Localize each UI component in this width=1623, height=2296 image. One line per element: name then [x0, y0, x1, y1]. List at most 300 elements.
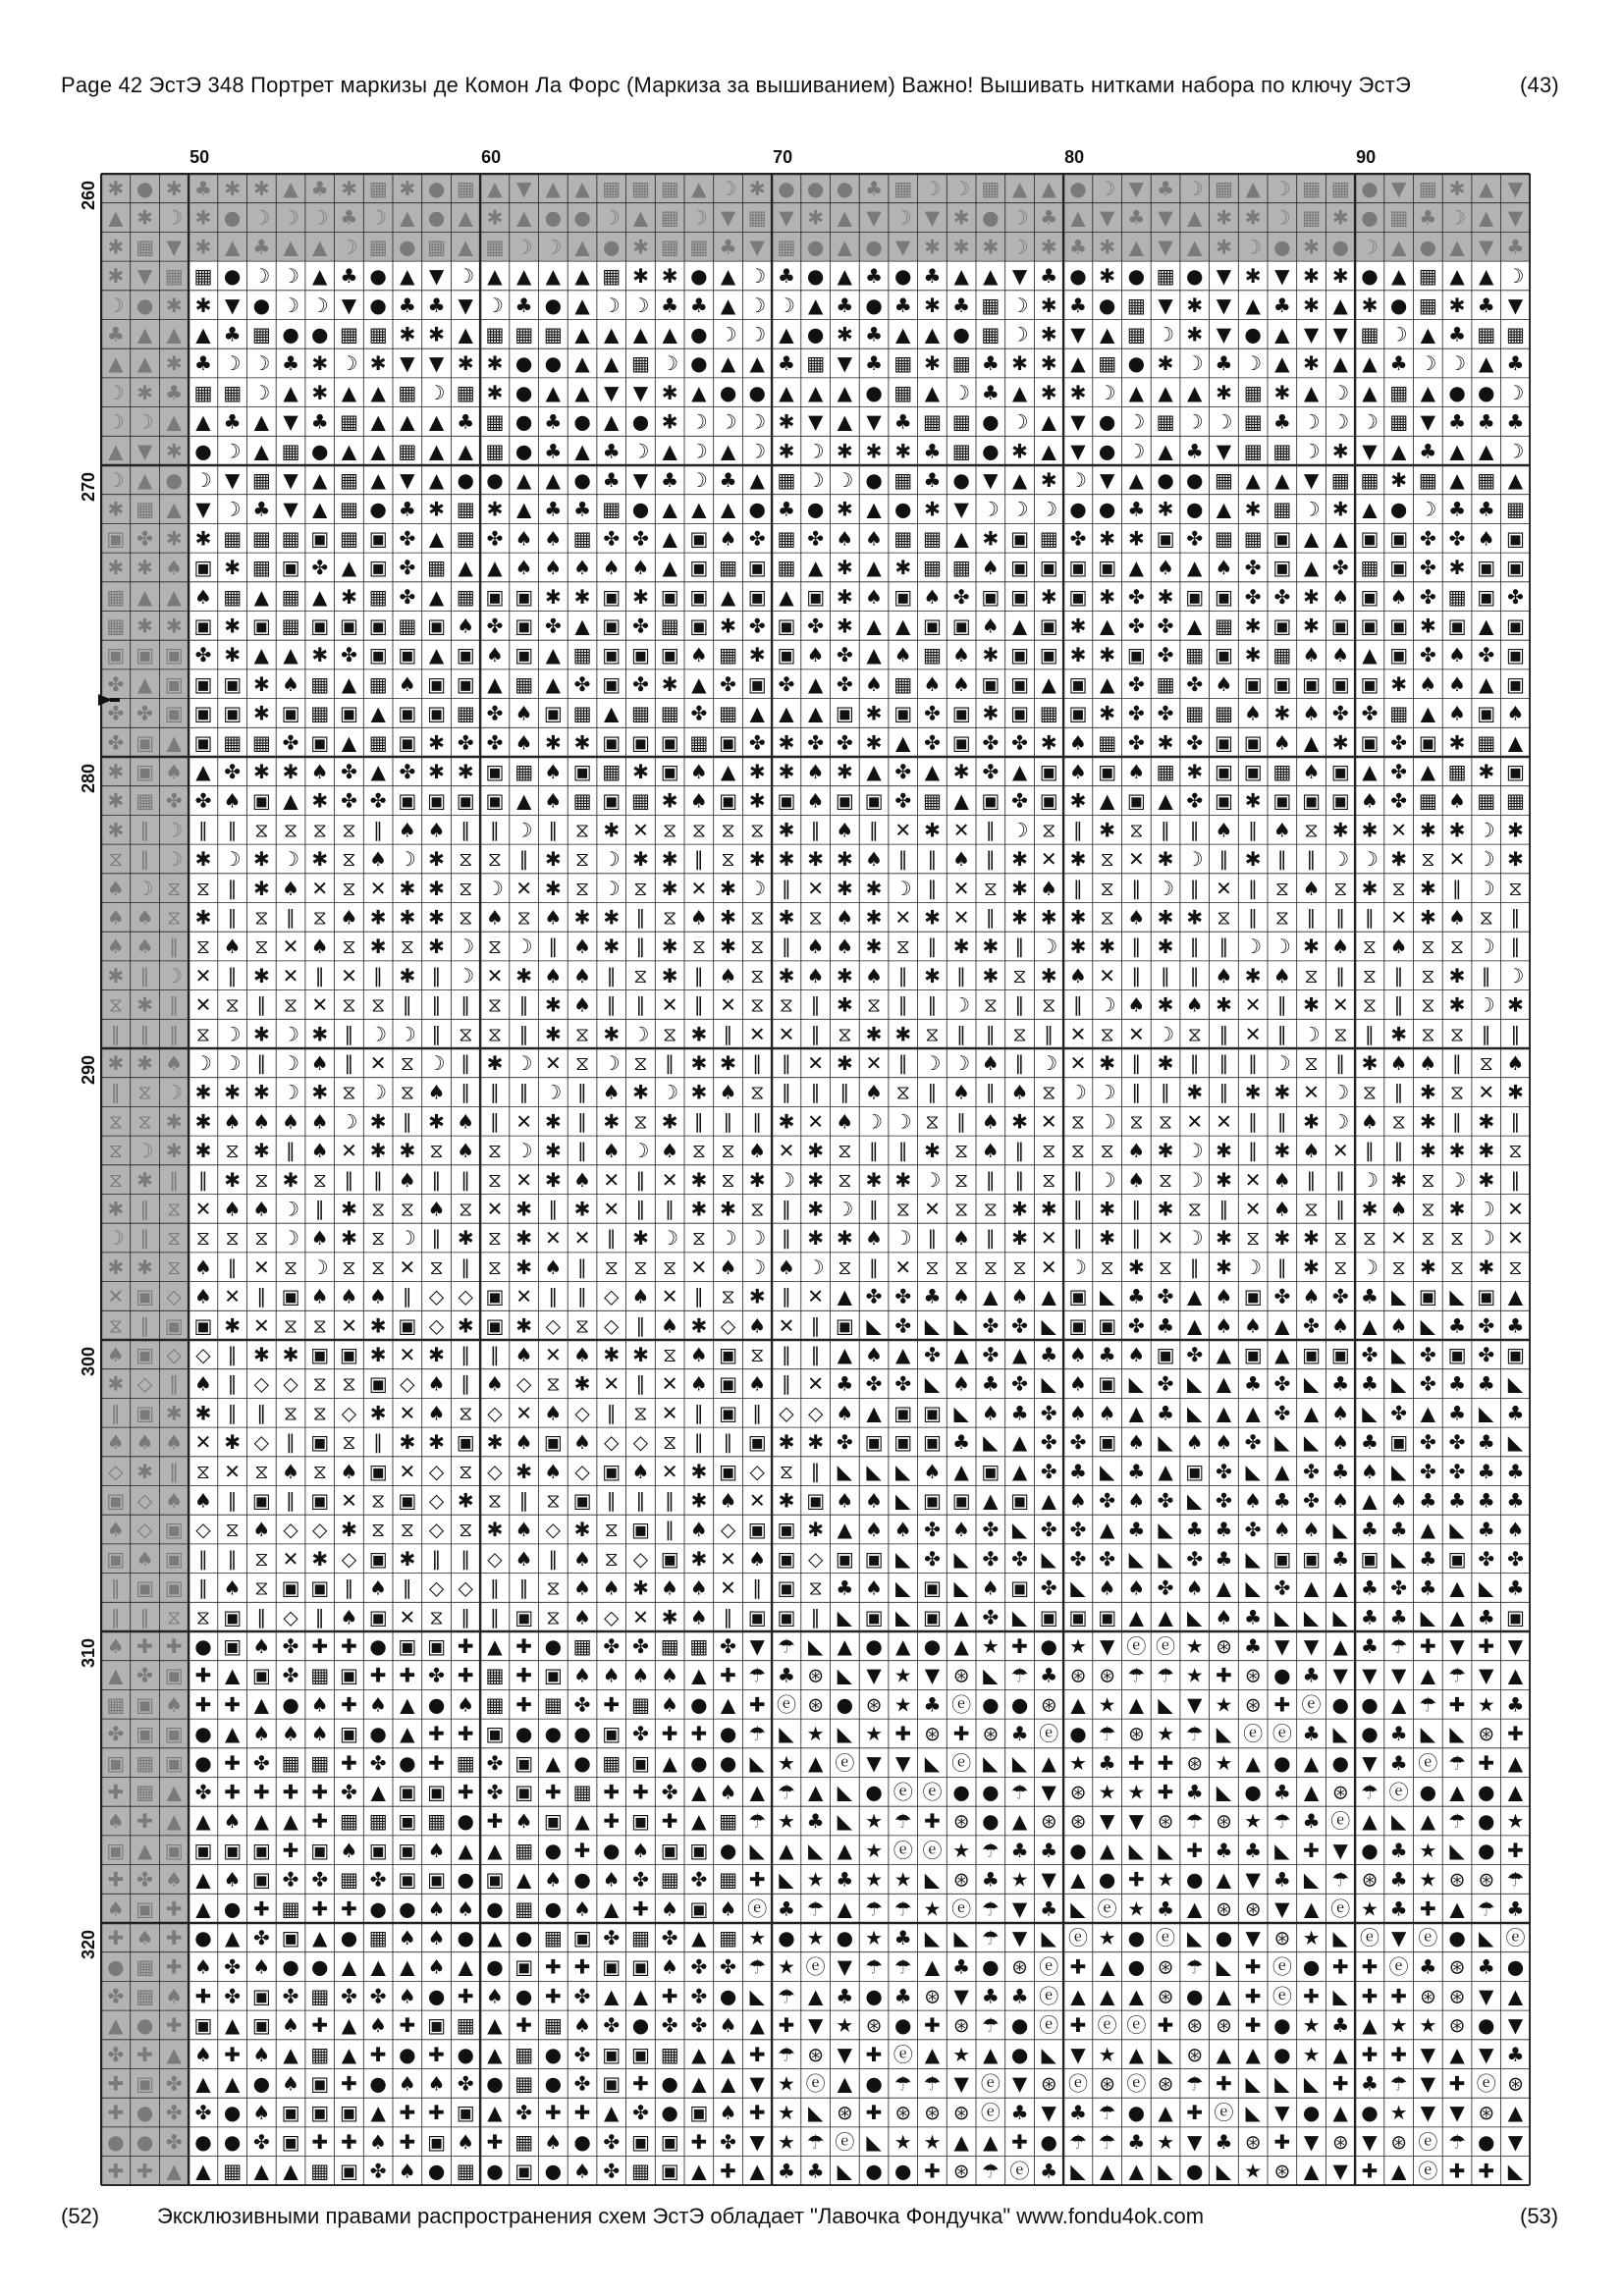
stitch-symbol: ◣ — [1390, 1342, 1407, 1366]
stitch-symbol: ☽ — [282, 1022, 300, 1046]
stitch-symbol: ▣ — [1477, 701, 1496, 725]
stitch-symbol: ♠ — [1419, 671, 1437, 696]
stitch-symbol: ✱ — [136, 1167, 153, 1192]
stitch-symbol: ● — [778, 176, 795, 200]
stitch-symbol: ● — [982, 1692, 1000, 1717]
stitch-symbol: ● — [165, 467, 183, 492]
stitch-symbol: ✱ — [1069, 380, 1087, 404]
stitch-symbol: ▲ — [924, 380, 941, 404]
stitch-symbol: ✱ — [894, 1022, 912, 1046]
stitch-symbol: ● — [282, 1954, 299, 1979]
stitch-symbol: ♠ — [1010, 1080, 1029, 1104]
stitch-symbol: ✤ — [632, 2101, 649, 2125]
stitch-symbol: ♠ — [836, 1109, 854, 1134]
stitch-symbol: ▲ — [895, 614, 911, 638]
stitch-symbol: ✤ — [252, 2129, 270, 2154]
stitch-symbol: ✤ — [282, 1663, 299, 1687]
stitch-symbol: ▲ — [1216, 1867, 1232, 1892]
stitch-symbol: ▦ — [339, 497, 358, 521]
stitch-symbol: ★ — [865, 1867, 884, 1892]
stitch-symbol: ✱ — [486, 380, 504, 404]
stitch-symbol: ✱ — [1303, 1255, 1320, 1279]
stitch-symbol: ⧖ — [167, 1197, 182, 1221]
stitch-symbol: ✤ — [573, 1984, 591, 2008]
stitch-symbol: ▣ — [398, 1809, 417, 1834]
stitch-symbol: ▦ — [251, 526, 271, 551]
stitch-symbol: ✱ — [1303, 1109, 1320, 1134]
stitch-symbol: ☽ — [310, 1255, 329, 1279]
stitch-symbol: ✚ — [1507, 1722, 1524, 1746]
stitch-symbol: ⧖ — [371, 1255, 386, 1279]
stitch-symbol: ♠ — [514, 730, 533, 755]
stitch-symbol: ⧖ — [342, 1371, 356, 1396]
stitch-symbol: ⧖ — [312, 818, 327, 842]
stitch-symbol: ⧖ — [342, 992, 356, 1017]
stitch-symbol: ▣ — [427, 1633, 447, 1658]
stitch-symbol: ♣ — [1360, 1518, 1379, 1542]
stitch-symbol: ∥ — [548, 1284, 559, 1308]
stitch-symbol: ◣ — [1420, 1722, 1436, 1746]
stitch-symbol: ★ — [1419, 1838, 1437, 1862]
stitch-symbol: ▣ — [689, 526, 709, 551]
stitch-symbol: ∥ — [1189, 1050, 1200, 1075]
stitch-symbol: ▲ — [1070, 1867, 1086, 1892]
stitch-symbol: ✤ — [1478, 1546, 1495, 1571]
stitch-symbol: ◣ — [1332, 1605, 1348, 1629]
stitch-symbol: ∥ — [314, 963, 325, 988]
stitch-symbol: ♠ — [165, 1984, 184, 2008]
stitch-symbol: ∥ — [869, 1139, 880, 1163]
stitch-symbol: ✚ — [428, 2101, 445, 2125]
stitch-symbol: ✱ — [1361, 876, 1379, 900]
stitch-symbol: ∥ — [460, 818, 471, 842]
stitch-symbol: ▣ — [719, 1371, 738, 1396]
stitch-symbol: ▦ — [135, 1750, 155, 1775]
stitch-symbol: ✱ — [486, 351, 504, 376]
stitch-symbol: ✱ — [661, 1109, 678, 1134]
stitch-symbol: ✚ — [107, 2071, 125, 2096]
stitch-symbol: ◇ — [632, 1430, 649, 1455]
stitch-symbol: ✱ — [369, 1342, 387, 1366]
stitch-symbol: ✱ — [1448, 556, 1466, 580]
stitch-symbol: ✱ — [224, 556, 242, 580]
stitch-symbol: ▲ — [662, 497, 677, 521]
stitch-symbol: ▣ — [630, 643, 650, 667]
stitch-symbol: ☽ — [1157, 322, 1175, 347]
stitch-symbol: ⧖ — [312, 1459, 327, 1483]
stitch-symbol: ✱ — [1478, 1255, 1495, 1279]
stitch-symbol: ● — [544, 2159, 563, 2183]
stitch-symbol: ✤ — [1390, 759, 1408, 783]
stitch-symbol: ⧖ — [1362, 992, 1377, 1017]
stitch-symbol: ⊛ — [1011, 1954, 1028, 1979]
stitch-symbol: ✱ — [632, 759, 649, 783]
stitch-symbol: ♠ — [952, 1371, 971, 1396]
stitch-symbol: ✚ — [1127, 1867, 1145, 1892]
stitch-symbol: ★ — [1302, 2013, 1321, 2038]
stitch-symbol: ▣ — [922, 1488, 942, 1513]
stitch-symbol: ♣ — [1302, 1722, 1321, 1746]
stitch-symbol: ● — [894, 2013, 912, 2038]
stitch-symbol: ▲ — [1390, 2159, 1407, 2183]
stitch-symbol: ▣ — [835, 788, 854, 813]
stitch-symbol: ⧖ — [371, 1488, 386, 1513]
stitch-symbol: ♣ — [1331, 2013, 1350, 2038]
stitch-symbol: ▲ — [924, 322, 941, 347]
stitch-symbol: ∥ — [548, 1197, 559, 1221]
stitch-symbol: ⊛ — [1244, 1692, 1262, 1717]
stitch-symbol: ⧖ — [750, 1342, 765, 1366]
stitch-symbol: ♠ — [223, 1575, 242, 1600]
stitch-symbol: ∥ — [489, 818, 500, 842]
stitch-symbol: ✱ — [194, 1109, 212, 1134]
stitch-symbol: ▼ — [807, 2013, 824, 2038]
stitch-symbol: ♠ — [135, 1925, 154, 1949]
stitch-symbol: ◇ — [428, 1518, 445, 1542]
stitch-symbol: ◣ — [1216, 1954, 1232, 1979]
stitch-symbol: ● — [865, 1984, 883, 2008]
stitch-symbol: ● — [923, 1633, 942, 1658]
stitch-symbol: ⓔ — [893, 1780, 913, 1804]
stitch-symbol: ▣ — [806, 1488, 826, 1513]
stitch-symbol: ● — [457, 1925, 474, 1949]
stitch-symbol: ⧖ — [1304, 1197, 1319, 1221]
stitch-symbol: ♠ — [427, 1080, 446, 1104]
stitch-symbol: ▼ — [1274, 1633, 1290, 1658]
stitch-symbol: ♠ — [1068, 1342, 1087, 1366]
stitch-symbol: ▦ — [485, 1692, 505, 1717]
stitch-symbol: ⧖ — [1159, 1109, 1173, 1134]
stitch-symbol: ▣ — [339, 2101, 358, 2125]
stitch-symbol: ✱ — [836, 1050, 853, 1075]
stitch-symbol: ✱ — [1303, 584, 1320, 609]
stitch-symbol: ♠ — [1389, 1313, 1408, 1338]
stitch-symbol: ✱ — [282, 1167, 299, 1192]
stitch-symbol: ▼ — [1332, 2159, 1348, 2183]
stitch-symbol: ⊛ — [952, 2101, 970, 2125]
stitch-symbol: ▲ — [953, 788, 969, 813]
stitch-symbol: ▣ — [602, 1459, 622, 1483]
stitch-symbol: ▲ — [953, 1342, 969, 1366]
stitch-symbol: ⊛ — [1478, 2101, 1495, 2125]
stitch-symbol: ▦ — [1156, 759, 1175, 783]
stitch-symbol: ◣ — [1011, 1518, 1028, 1542]
stitch-symbol: ∥ — [1510, 934, 1521, 959]
stitch-symbol: ✕ — [1390, 905, 1408, 930]
stitch-symbol: ⧖ — [1479, 905, 1493, 930]
stitch-symbol: ✱ — [194, 847, 212, 872]
stitch-symbol: ☽ — [282, 205, 300, 230]
stitch-symbol: ⓔ — [1330, 1809, 1351, 1834]
stitch-symbol: ✤ — [1216, 1459, 1232, 1483]
stitch-symbol: ◣ — [779, 1722, 794, 1746]
stitch-symbol: ⧖ — [516, 905, 531, 930]
stitch-symbol: ∥ — [635, 1197, 646, 1221]
stitch-symbol: ♠ — [457, 1692, 475, 1717]
stitch-symbol: ▲ — [895, 1633, 911, 1658]
stitch-symbol: ⧖ — [954, 1255, 969, 1279]
stitch-symbol: ∥ — [1072, 1167, 1083, 1192]
stitch-symbol: ▦ — [1505, 497, 1525, 521]
stitch-symbol: ✚ — [1390, 2042, 1408, 2066]
stitch-symbol: ✚ — [107, 1780, 125, 1804]
stitch-symbol: ☽ — [1360, 235, 1379, 259]
stitch-symbol: ▦ — [281, 439, 300, 463]
stitch-symbol: ⧖ — [400, 1518, 414, 1542]
stitch-symbol: ▼ — [866, 409, 882, 434]
stitch-symbol: ♠ — [806, 643, 825, 667]
stitch-symbol: ▦ — [1185, 643, 1205, 667]
stitch-symbol: ⧖ — [1421, 1226, 1435, 1251]
stitch-symbol: ✤ — [865, 1284, 883, 1308]
stitch-symbol: ☽ — [1272, 1050, 1291, 1075]
stitch-symbol: ★ — [777, 2071, 795, 2096]
stitch-symbol: ▲ — [400, 409, 415, 434]
stitch-symbol: ♣ — [1157, 1313, 1175, 1338]
stitch-symbol: ✱ — [836, 963, 853, 988]
stitch-symbol: ▦ — [485, 439, 505, 463]
stitch-symbol: ▦ — [1389, 701, 1409, 725]
stitch-symbol: ♠ — [135, 934, 154, 959]
stitch-symbol: ♠ — [1506, 1518, 1525, 1542]
stitch-symbol: ▦ — [456, 1750, 475, 1775]
stitch-symbol: ⧖ — [342, 1255, 356, 1279]
stitch-symbol: ✱ — [428, 905, 445, 930]
stitch-symbol: ☽ — [310, 293, 329, 317]
stitch-symbol: ▣ — [630, 1518, 650, 1542]
stitch-symbol: ☽ — [340, 235, 358, 259]
stitch-symbol: ★ — [1477, 1692, 1495, 1717]
stitch-symbol: ▣ — [1010, 526, 1030, 551]
stitch-symbol: ● — [573, 409, 591, 434]
stitch-symbol: ✕ — [341, 1139, 357, 1163]
stitch-symbol: ✱ — [1127, 526, 1145, 551]
stitch-symbol: ✱ — [1390, 847, 1408, 872]
stitch-symbol: ▼ — [866, 1750, 882, 1775]
stitch-symbol: ✕ — [1507, 1226, 1524, 1251]
stitch-symbol: ▲ — [691, 1809, 707, 1834]
stitch-symbol: ♠ — [1448, 643, 1467, 667]
stitch-symbol: ⧖ — [838, 1167, 852, 1192]
stitch-symbol: ⓔ — [1097, 1896, 1117, 1921]
stitch-symbol: ∥ — [344, 1167, 354, 1192]
stitch-symbol: ♣ — [836, 1984, 854, 2008]
stitch-symbol: ✕ — [1069, 1022, 1087, 1046]
stitch-symbol: ◣ — [1332, 1722, 1348, 1746]
stitch-symbol: ✱ — [224, 1313, 242, 1338]
stitch-symbol: ▲ — [1303, 1401, 1320, 1425]
stitch-symbol: ✱ — [573, 730, 591, 755]
stitch-symbol: ▣ — [1505, 643, 1525, 667]
stitch-symbol: ▣ — [1214, 759, 1233, 783]
stitch-symbol: ▼ — [1479, 235, 1494, 259]
stitch-symbol: ▲ — [749, 2159, 765, 2183]
stitch-symbol: ✚ — [1478, 1633, 1495, 1658]
stitch-symbol: ∥ — [723, 1430, 733, 1455]
stitch-symbol: ▲ — [924, 2042, 941, 2066]
stitch-symbol: ✱ — [807, 205, 825, 230]
stitch-symbol: ▣ — [1039, 614, 1058, 638]
stitch-symbol: ♠ — [952, 1284, 971, 1308]
stitch-symbol: ▲ — [195, 409, 211, 434]
stitch-symbol: ♣ — [1331, 1546, 1350, 1571]
stitch-symbol: ✕ — [194, 992, 212, 1017]
stitch-symbol: ∥ — [110, 1605, 121, 1629]
stitch-symbol: ● — [748, 497, 766, 521]
stitch-symbol: ∥ — [227, 818, 238, 842]
stitch-symbol: ♠ — [398, 1167, 416, 1192]
stitch-symbol: ✤ — [136, 1867, 153, 1892]
stitch-symbol: ⧖ — [342, 1430, 356, 1455]
stitch-symbol: ∥ — [1014, 1050, 1025, 1075]
stitch-symbol: ⧖ — [895, 1080, 910, 1104]
stitch-symbol: ✤ — [1331, 701, 1349, 725]
stitch-symbol: ✚ — [1303, 1838, 1320, 1862]
stitch-symbol: ✱ — [836, 847, 853, 872]
stitch-symbol: ● — [1273, 1663, 1291, 1687]
stitch-symbol: ★ — [777, 2101, 795, 2125]
stitch-symbol: ▦ — [514, 322, 534, 347]
stitch-symbol: ☂ — [748, 1722, 767, 1746]
stitch-symbol: ✚ — [107, 1925, 125, 1949]
stitch-symbol: ✤ — [1011, 1546, 1028, 1571]
stitch-symbol: ♣ — [1506, 235, 1525, 259]
stitch-symbol: ▼ — [604, 380, 620, 404]
stitch-symbol: ▣ — [922, 1401, 942, 1425]
stitch-symbol: ▲ — [136, 671, 153, 696]
stitch-symbol: ☂ — [981, 2013, 1000, 2038]
stitch-symbol: ▲ — [1507, 2101, 1524, 2125]
stitch-symbol: ▣ — [398, 1867, 417, 1892]
page-header-title: Page 42 ЭстЭ 348 Портрет маркизы де Комон Ла Форс (Маркиза за вышиванием) Важно! Вышивать нитками набора по ключу ЭстЭ — [61, 73, 1412, 97]
stitch-symbol: ● — [223, 205, 242, 230]
stitch-symbol: ▣ — [660, 2129, 679, 2154]
stitch-symbol: ● — [369, 1896, 387, 1921]
stitch-symbol: ⓔ — [1388, 1780, 1409, 1804]
stitch-symbol: ● — [982, 205, 1000, 230]
stitch-symbol: ⧖ — [1479, 1050, 1493, 1075]
stitch-symbol: ✕ — [1507, 1197, 1524, 1221]
stitch-symbol: ✤ — [836, 1430, 853, 1455]
stitch-symbol: ⧖ — [1421, 1197, 1435, 1221]
stitch-symbol: ∥ — [286, 1488, 297, 1513]
stitch-symbol: ▣ — [1302, 1342, 1322, 1366]
stitch-symbol: ∥ — [139, 1197, 150, 1221]
stitch-symbol: ✕ — [1127, 1022, 1145, 1046]
stitch-symbol: ● — [573, 1722, 591, 1746]
stitch-symbol: ★ — [1419, 2013, 1437, 2038]
stitch-symbol: ◇ — [400, 1371, 415, 1396]
stitch-symbol: ♠ — [719, 1488, 737, 1513]
stitch-symbol: ▦ — [543, 1925, 563, 1949]
stitch-symbol: ✱ — [399, 1139, 416, 1163]
stitch-symbol: ⧖ — [1421, 934, 1435, 959]
stitch-symbol: ✤ — [1040, 1575, 1057, 1600]
stitch-symbol: ♣ — [1477, 497, 1495, 521]
stitch-symbol: ◣ — [1158, 1838, 1173, 1862]
stitch-symbol: ♣ — [427, 293, 446, 317]
stitch-symbol: ✱ — [1216, 1139, 1232, 1163]
stitch-symbol: ▲ — [1479, 439, 1494, 463]
stitch-symbol: ▦ — [951, 556, 971, 580]
stitch-symbol: ▣ — [223, 701, 243, 725]
stitch-symbol: ✱ — [369, 1109, 387, 1134]
stitch-symbol: ◣ — [983, 1750, 999, 1775]
stitch-symbol: ▲ — [253, 584, 270, 609]
stitch-symbol: ▣ — [339, 614, 358, 638]
stitch-symbol: ∥ — [752, 1575, 763, 1600]
stitch-symbol: ✱ — [982, 934, 1000, 959]
stitch-symbol: ☽ — [923, 1167, 942, 1192]
stitch-symbol: ∥ — [1161, 963, 1171, 988]
stitch-symbol: ▣ — [689, 584, 709, 609]
stitch-symbol: ∥ — [139, 1226, 150, 1251]
stitch-symbol: ▦ — [572, 1780, 592, 1804]
stitch-symbol: ∥ — [197, 818, 208, 842]
stitch-symbol: ▲ — [1245, 467, 1261, 492]
stitch-symbol: ♠ — [135, 905, 154, 930]
stitch-symbol: ⧖ — [633, 1050, 648, 1075]
stitch-symbol: ▲ — [1303, 556, 1320, 580]
stitch-symbol: ⧖ — [459, 847, 473, 872]
stitch-symbol: ✚ — [1507, 1838, 1524, 1862]
stitch-symbol: ♠ — [1244, 701, 1263, 725]
stitch-symbol: ▦ — [485, 409, 505, 434]
stitch-symbol: ▲ — [895, 1342, 911, 1366]
stitch-symbol: ▣ — [164, 1518, 184, 1542]
stitch-symbol: ▲ — [720, 2071, 736, 2096]
stitch-symbol: ● — [194, 1722, 212, 1746]
stitch-symbol: ▲ — [224, 2071, 241, 2096]
stitch-symbol: ✱ — [1040, 467, 1057, 492]
stitch-symbol: ● — [282, 322, 299, 347]
stitch-symbol: ∥ — [548, 818, 559, 842]
stitch-symbol: ♠ — [544, 526, 563, 551]
stitch-symbol: ◣ — [1245, 2101, 1261, 2125]
stitch-symbol: ∥ — [460, 1167, 471, 1192]
stitch-symbol: ✱ — [194, 1139, 212, 1163]
stitch-symbol: ▣ — [864, 1605, 884, 1629]
stitch-symbol: ♠ — [340, 1605, 358, 1629]
stitch-symbol: ★ — [1302, 1925, 1321, 1949]
stitch-symbol: ∥ — [139, 1022, 150, 1046]
stitch-symbol: ▣ — [193, 701, 213, 725]
stitch-symbol: ▦ — [368, 176, 388, 200]
stitch-symbol: ♣ — [457, 409, 475, 434]
stitch-symbol: ◇ — [341, 1546, 357, 1571]
stitch-symbol: ♣ — [1506, 1896, 1525, 1921]
stitch-symbol: ✱ — [311, 847, 329, 872]
stitch-symbol: ◇ — [720, 1518, 736, 1542]
stitch-symbol: ☽ — [135, 409, 154, 434]
stitch-symbol: ▣ — [1068, 1313, 1088, 1338]
stitch-symbol: ▲ — [166, 409, 182, 434]
stitch-symbol: ◣ — [895, 1488, 911, 1513]
stitch-symbol: ✱ — [515, 1459, 533, 1483]
stitch-symbol: ▲ — [1303, 1575, 1320, 1600]
stitch-symbol: ▲ — [1099, 1984, 1115, 2008]
stitch-symbol: ♠ — [106, 1896, 125, 1921]
stitch-symbol: ☽ — [1477, 1226, 1495, 1251]
stitch-symbol: ✱ — [1361, 1197, 1379, 1221]
stitch-symbol: ∥ — [927, 1226, 938, 1251]
stitch-symbol: ✚ — [720, 1663, 736, 1687]
stitch-symbol: ✤ — [341, 1780, 357, 1804]
stitch-symbol: ◣ — [1449, 1838, 1465, 1862]
stitch-symbol: ✱ — [457, 1488, 474, 1513]
stitch-symbol: ▼ — [1099, 1633, 1115, 1658]
stitch-symbol: ♣ — [1419, 1575, 1437, 1600]
